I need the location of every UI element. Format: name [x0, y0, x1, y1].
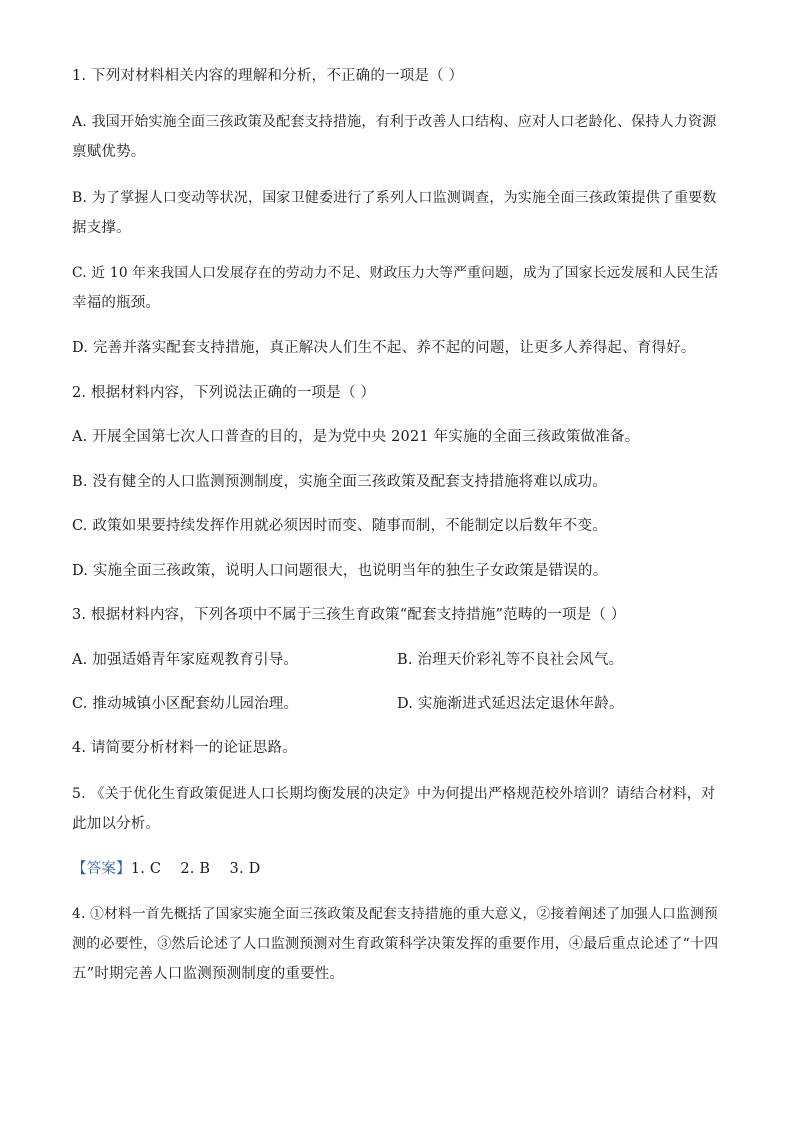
- question-5-stem-line-1: 5. 《关于优化生育政策促进人口长期均衡发展的决定》中为何提出严格规范校外培训？请结合材料，对: [72, 786, 716, 802]
- question-5-stem-line-2: 此加以分析。: [72, 816, 161, 832]
- question-3-stem: 3. 根据材料内容，下列各项中不属于三孩生育政策“配套支持措施”范畴的一项是（ ）: [72, 607, 626, 623]
- q3-option-b: B. 治理天价彩礼等不良社会风气。: [397, 652, 624, 668]
- q2-option-a: A. 开展全国第七次人口普查的目的，是为党中央 2021 年实施的全面三孩政策做准备。: [72, 429, 640, 445]
- q1-option-a-line-1: A. 我国开始实施全面三孩政策及配套支持措施，有利于改善人口结构、应对人口老龄化、保持人力资源: [72, 114, 717, 130]
- q1-option-b-line-2: 据支撑。: [72, 220, 131, 236]
- q2-option-b: B. 没有健全的人口监测预测制度，实施全面三孩政策及配套支持措施将难以成功。: [72, 474, 607, 490]
- q3-option-c: C. 推动城镇小区配套幼儿园治理。: [72, 696, 299, 712]
- q3-options-row-1: [72, 646, 722, 674]
- answer-4-line-3: 五”时期完善人口监测预测制度的重要性。: [72, 966, 345, 982]
- q1-option-b-line-1: B. 为了掌握人口变动等状况，国家卫健委进行了系列人口监测调查，为实施全面三孩政策提供了重要数: [72, 190, 717, 206]
- answer-line: [72, 855, 722, 883]
- q2-option-c: C. 政策如果要持续发挥作用就必须因时而变、随事而制，不能制定以后数年不变。: [72, 518, 607, 534]
- q1-option-a-line-2: 禀赋优势。: [72, 144, 146, 160]
- q3-option-d: D. 实施渐进式延迟法定退休年龄。: [397, 696, 624, 712]
- answer-tag: 【答案】: [72, 861, 131, 877]
- answer-4-line-2: 测的必要性，③然后论述了人口监测预测对生育政策科学决策发挥的重要作用，④最后重点论述了“十四: [72, 936, 719, 952]
- q1-option-d: D. 完善并落实配套支持措施，真正解决人们生不起、养不起的问题，让更多人养得起、育得好。: [72, 340, 696, 356]
- answer-4-line-1: 4. ①材料一首先概括了国家实施全面三孩政策及配套支持措施的重大意义，②接着阐述了加强人口监测预: [72, 906, 718, 922]
- q3-options-row-2: [72, 690, 722, 718]
- question-1-stem: 1. 下列对材料相关内容的理解和分析，不正确的一项是（ ）: [72, 68, 464, 84]
- q2-option-d: D. 实施全面三孩政策，说明人口问题很大，也说明当年的独生子女政策是错误的。: [72, 563, 608, 579]
- q1-option-c-line-1: C. 近 10 年来我国人口发展存在的劳动力不足、财政压力大等严重问题，成为了国家长远发展和人民生活: [72, 265, 719, 281]
- question-4-stem: 4. 请简要分析材料一的论证思路。: [72, 740, 297, 756]
- q3-option-a: A. 加强适婚青年家庭观教育引导。: [72, 652, 299, 668]
- question-2-stem: 2. 根据材料内容，下列说法正确的一项是（ ）: [72, 385, 376, 401]
- q1-option-c-line-2: 幸福的瓶颈。: [72, 295, 161, 311]
- answer-choices: 1. C 2. B 3. D: [130, 861, 261, 877]
